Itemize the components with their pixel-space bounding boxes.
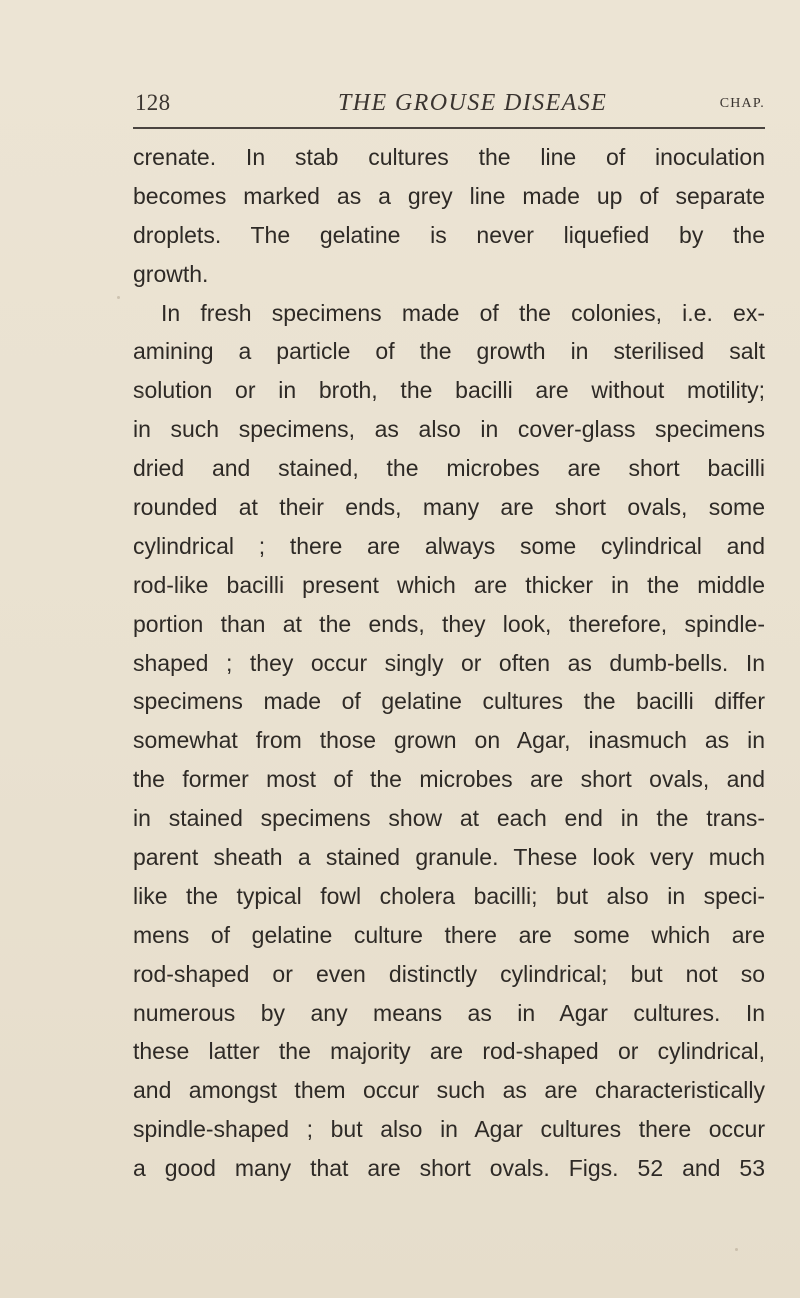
body-text [133,138,765,1188]
text-line: a good many that are short ovals. Figs. 52 and 53 [133,1155,765,1182]
text-line: specimens made of gelatine cultures the bacilli differ [133,688,765,715]
text-line: droplets. The gelatine is never liquefied by the [133,221,765,248]
text-line: these latter the majority are rod-shaped or cylindrical, [133,1038,765,1065]
text-line: amining a particle of the growth in sterilised salt [133,338,765,365]
paper-speck [117,296,120,299]
text-line: portion than at the ends, they look, therefore, spindle- [133,610,765,637]
text-line: the former most of the microbes are short ovals, and [133,766,765,793]
paper-speck [735,1248,738,1251]
text-line: in such specimens, as also in cover-glass specimens [133,416,765,443]
text-line: solution or in broth, the bacilli are without motility; [133,377,765,404]
text-line: and amongst them occur such as are characteristically [133,1077,765,1104]
text-line: in stained specimens show at each end in the trans- [133,805,765,832]
text-line: like the typical fowl cholera bacilli; but also in speci- [133,882,765,909]
text-line: cylindrical ; there are always some cylindrical and [133,532,765,559]
text-line: rod-like bacilli present which are thicker in the middle [133,571,765,598]
text-line: parent sheath a stained granule. These look very much [133,844,765,871]
chapter-label: CHAP. [719,96,765,111]
text-line: rounded at their ends, many are short ovals, some [133,494,765,521]
text-line: somewhat from those grown on Agar, inasmuch as in [133,727,765,754]
text-line: numerous by any means as in Agar cultures. In [133,999,765,1026]
page-number: 128 [135,90,171,115]
page-header [135,90,767,124]
text-line: In fresh specimens made of the colonies, i.e. ex- [161,299,765,326]
running-title: THE GROUSE DISEASE [338,90,608,116]
text-line: dried and stained, the microbes are short bacilli [133,455,765,482]
text-line: mens of gelatine culture there are some which are [133,921,765,948]
text-line: crenate. In stab cultures the line of inoculation [133,144,765,170]
text-line: spindle-shaped ; but also in Agar cultures there occur [133,1116,765,1143]
text-line: rod-shaped or even distinctly cylindrical; but not so [133,960,765,987]
paper-speck [140,393,144,397]
text-line: growth. [133,260,209,287]
text-line: becomes marked as a grey line made up of separate [133,182,765,209]
text-line: shaped ; they occur singly or often as dumb-bells. In [133,649,765,676]
header-rule [133,127,765,129]
